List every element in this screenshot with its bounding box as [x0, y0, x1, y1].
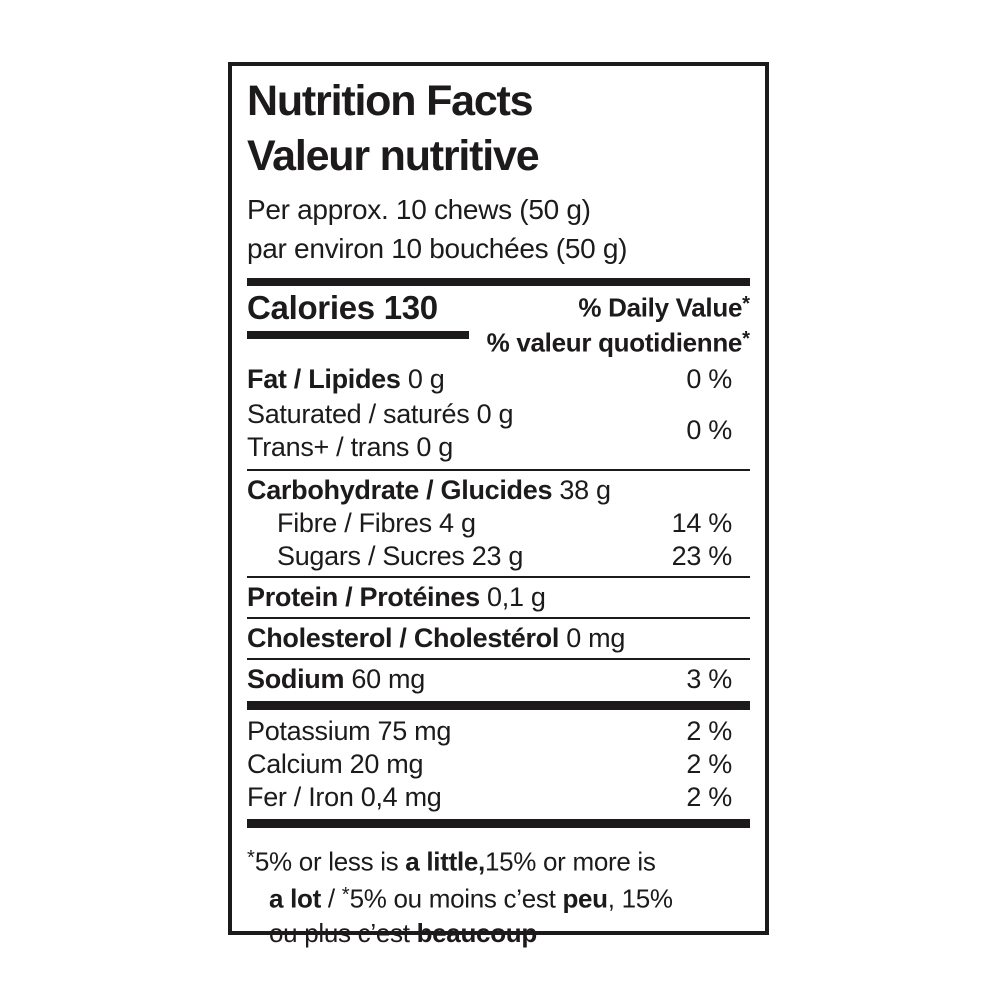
- footnote-l2-pre: 5% ou moins c’est: [349, 883, 563, 914]
- row-saturated-trans: [232, 396, 765, 466]
- protein-amount: 0,1 g: [479, 581, 546, 612]
- sugars-daily-value: 23 %: [671, 540, 732, 571]
- nutrition-facts-label: [228, 62, 769, 948]
- footnote-l2-sep: /: [320, 883, 342, 914]
- footnote-asterisk-2: *: [341, 884, 350, 907]
- footnote-l3-bold: beaucoup: [416, 917, 537, 948]
- footnote-l1-post: 15% or more is: [484, 846, 656, 877]
- separator-thin-2: [247, 576, 750, 578]
- row-fibre: [232, 507, 765, 540]
- calcium-daily-value: 2 %: [686, 748, 732, 779]
- daily-value-header-fr-text: % valeur quotidienne: [486, 327, 743, 358]
- footnote-l3-pre: ou plus c’est: [269, 917, 417, 948]
- row-sodium: [232, 663, 765, 696]
- daily-value-asterisk-fr: *: [742, 328, 750, 351]
- protein-label: Protein / Protéines: [247, 581, 480, 612]
- separator-thin-3: [247, 617, 750, 619]
- fat-amount: 0 g: [400, 363, 445, 394]
- separator-thick-minerals: [247, 819, 750, 828]
- row-carbohydrate: [232, 474, 765, 507]
- title-en: Nutrition Facts: [247, 77, 533, 125]
- saturated-trans-names: [247, 398, 513, 464]
- sodium-amount: 60 mg: [344, 663, 425, 694]
- separator-thin-1: [247, 469, 750, 471]
- separator-thick-header: [247, 278, 750, 286]
- fat-name: [247, 365, 444, 394]
- serving-size-fr: par environ 10 bouchées (50 g): [247, 233, 628, 264]
- calories-underline: [247, 331, 469, 339]
- cholesterol-name: [247, 624, 625, 653]
- calories-text: [247, 288, 469, 328]
- row-iron: [232, 781, 765, 814]
- footnote-line-2: [247, 878, 750, 915]
- calories-value: 130: [383, 289, 438, 326]
- row-potassium: [232, 715, 765, 748]
- carbohydrate-name: [247, 476, 611, 505]
- calories-label: Calories: [247, 289, 375, 326]
- fat-label: Fat / Lipides: [247, 363, 401, 394]
- title-fr: Valeur nutritive: [247, 132, 539, 180]
- daily-value-footnote: [232, 833, 765, 950]
- footnote-line-1: [247, 841, 750, 878]
- daily-value-header-en: [487, 288, 750, 323]
- row-sugars: [232, 540, 765, 573]
- separator-thick-sodium: [247, 701, 750, 710]
- protein-name: [247, 583, 546, 612]
- calories-section: [247, 288, 750, 359]
- calcium-name: Calcium 20 mg: [247, 748, 424, 779]
- row-protein: [232, 581, 765, 614]
- daily-value-header-fr: [487, 323, 750, 358]
- fibre-name: Fibre / Fibres 4 g: [277, 507, 476, 538]
- label-header: [232, 66, 765, 268]
- fibre-daily-value: 14 %: [671, 507, 732, 538]
- iron-name: Fer / Iron 0,4 mg: [247, 781, 442, 812]
- row-cholesterol: [232, 622, 765, 655]
- cholesterol-label: Cholesterol / Cholestérol: [247, 622, 560, 653]
- potassium-daily-value: 2 %: [686, 715, 732, 746]
- footnote-asterisk-1: *: [247, 846, 255, 869]
- sugars-name: Sugars / Sucres 23 g: [277, 540, 524, 571]
- cholesterol-amount: 0 mg: [559, 622, 626, 653]
- sodium-label: Sodium: [247, 663, 345, 694]
- daily-value-header-en-text: % Daily Value: [578, 292, 743, 323]
- iron-daily-value: 2 %: [686, 781, 732, 812]
- footnote-l2-bold2: peu: [562, 883, 608, 914]
- row-fat: [232, 363, 765, 396]
- footnote-l2-post: , 15%: [607, 883, 673, 914]
- separator-thin-4: [247, 658, 750, 660]
- nutrient-rows: [232, 363, 765, 828]
- sodium-name: [247, 665, 425, 694]
- daily-value-header: [487, 288, 750, 359]
- calories-block: [247, 288, 469, 339]
- footnote-l1-bold: a little,: [405, 846, 485, 877]
- saturated-name: Saturated / saturés 0 g: [247, 398, 514, 429]
- fat-daily-value: 0 %: [686, 363, 732, 394]
- daily-value-asterisk-en: *: [742, 293, 750, 315]
- footnote-line-3: [247, 916, 750, 950]
- serving-size-en: Per approx. 10 chews (50 g): [247, 194, 591, 225]
- footnote-l2-bold1: a lot: [269, 883, 321, 914]
- sodium-daily-value: 3 %: [686, 663, 732, 694]
- carbohydrate-label: Carbohydrate / Glucides: [247, 474, 553, 505]
- trans-name: Trans+ / trans 0 g: [247, 431, 453, 462]
- potassium-name: Potassium 75 mg: [247, 715, 452, 746]
- carbohydrate-amount: 38 g: [552, 474, 611, 505]
- saturated-trans-daily-value: 0 %: [686, 415, 732, 446]
- footnote-l1-pre: 5% or less is: [254, 846, 406, 877]
- row-calcium: [232, 748, 765, 781]
